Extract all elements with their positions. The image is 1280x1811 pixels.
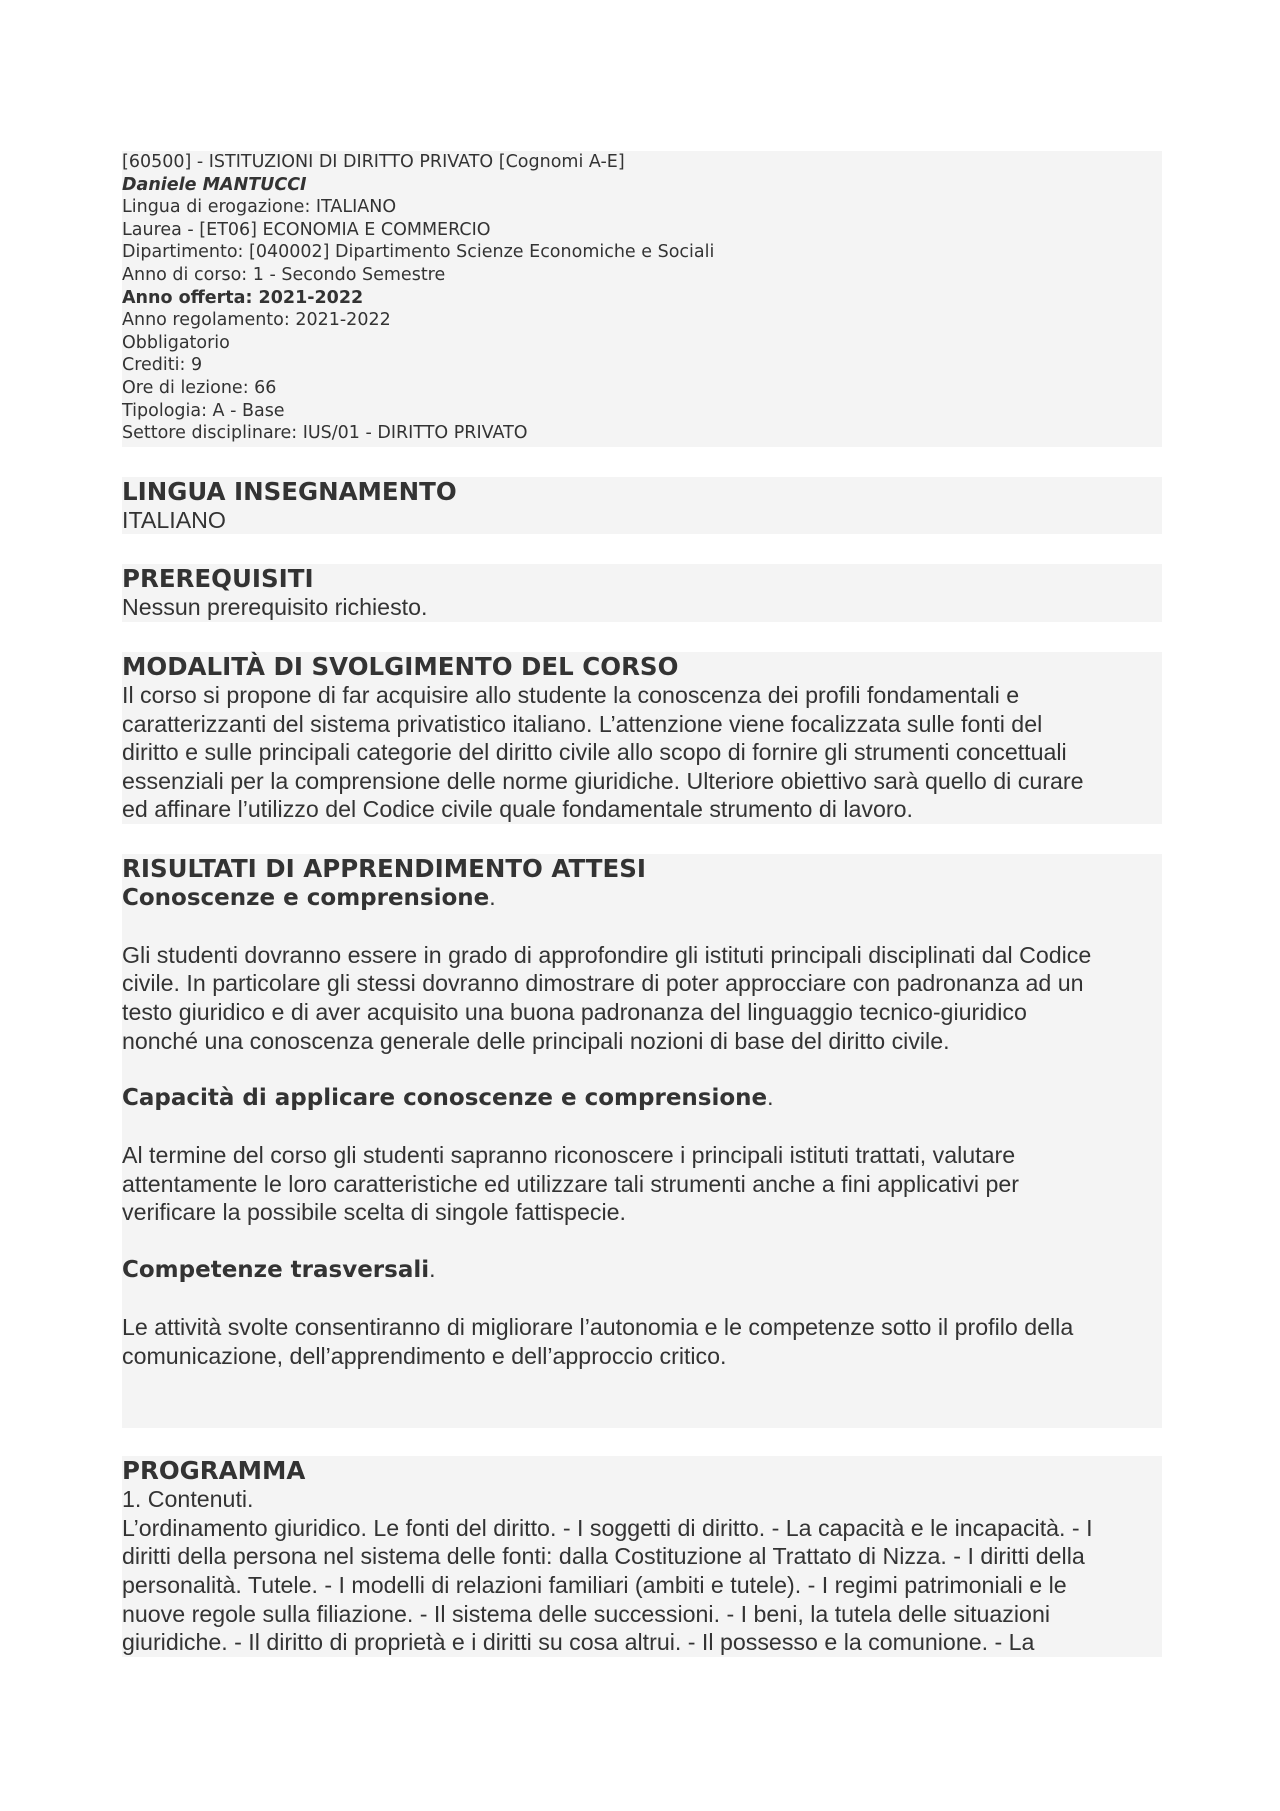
subsection-title-dot: . [429,1256,436,1283]
anno-regolamento: Anno regolamento: 2021-2022 [122,310,391,331]
section-title: MODALITÀ DI SVOLGIMENTO DEL CORSO [122,651,679,681]
section-programma [122,1456,1162,1657]
section-lingua [122,477,1162,535]
text-line: nonché una conoscenza generale delle principali nozioni di base del diritto civile. [122,1027,950,1054]
text-line: diritto e sulle principali categorie del diritto civile allo scopo di fornire gli strumenti concettuali [122,739,1067,766]
subsection-title [122,1255,1162,1285]
section-title: PROGRAMMA [122,1456,306,1486]
subsection-title [122,883,1162,913]
text-line: personalità. Tutele. - I modelli di relazioni familiari (ambiti e tutele). - I regimi patrimoniali e le [122,1572,1067,1598]
laurea: Laurea - [ET06] ECONOMIA E COMMERCIO [122,219,491,240]
course-code-title: [60500] - ISTITUZIONI DI DIRITTO PRIVATO [Cognomi A-E] [122,152,625,172]
section-body: ITALIANO [122,506,226,533]
section-risultati [122,854,1162,1428]
section-body: Nessun prerequisito richiesto. [122,594,428,621]
section-title: RISULTATI DI APPRENDIMENTO ATTESI [122,853,646,883]
text-line: comunicazione, dell’apprendimento e dell’approccio critico. [122,1342,727,1369]
subsection-title-text: Conoscenze e comprensione [122,884,490,911]
document-page [122,151,1162,1687]
text-line: attentamente le loro caratteristiche ed utilizzare tali strumenti anche a fini applicativi per [122,1170,1020,1197]
crediti: Crediti: 9 [122,355,203,376]
text-line: Il corso si propone di far acquisire allo studente la conoscenza dei profili fondamentali e [122,681,1020,708]
subsection-title-text: Competenze trasversali [122,1257,430,1284]
text-line: giuridiche. - Il diritto di proprietà e i diritti su cosa altrui. - Il possesso e la comunione. - La [122,1629,1035,1656]
dipartimento: Dipartimento: [040002] Dipartimento Scienze Economiche e Sociali [122,242,715,263]
text-line: verificare la possibile scelta di singole fattispecie. [122,1199,626,1226]
text-line: ed affinare l’utilizzo del Codice civile quale fondamentale strumento di lavoro. [122,796,913,823]
subsection-title-text: Capacità di applicare conoscenze e comprensione [122,1085,768,1112]
text-line: essenziali per la comprensione delle norme giuridiche. Ulteriore obiettivo sarà quello di curare [122,767,1084,794]
text-line: Al termine del corso gli studenti sapranno riconoscere i principali istituti trattati, valutare [122,1142,1016,1169]
text-line: nuove regole sulla filiazione. - Il sistema delle successioni. - I beni, la tutela delle situazioni [122,1600,1050,1627]
teacher-name: Daniele MANTUCCI [122,174,307,195]
text-subhead: 1. Contenuti. [122,1486,254,1513]
obbligatorio: Obbligatorio [122,332,230,353]
course-info-block [122,151,1162,447]
section-title: LINGUA INSEGNAMENTO [122,476,457,506]
settore-disciplinare: Settore disciplinare: IUS/01 - DIRITTO PRIVATO [122,423,528,444]
anno-offerta: Anno offerta: 2021-2022 [122,287,364,308]
section-body [122,1485,1162,1657]
subsection-body [122,1313,1162,1370]
subsection-title [122,1083,1162,1113]
text-line: L’ordinamento giuridico. Le fonti del diritto. - I soggetti di diritto. - La capacità e le incapacità. - I [122,1514,1093,1541]
text-line: civile. In particolare gli stessi dovranno dimostrare di poter approcciare con padronanza ad un [122,970,1084,997]
tipologia: Tipologia: A - Base [122,400,285,421]
section-title: PREREQUISITI [122,564,314,594]
section-body [122,681,1162,824]
subsection-title-dot: . [489,883,496,910]
ore-lezione: Ore di lezione: 66 [122,377,277,398]
text-line: testo giuridico e di aver acquisito una buona padronanza del linguaggio tecnico-giuridico [122,999,1027,1026]
lingua-erogazione: Lingua di erogazione: ITALIANO [122,197,397,218]
text-line: Gli studenti dovranno essere in grado di approfondire gli istituti principali disciplinati dal Codice [122,941,1092,968]
text-line: diritti della persona nel sistema delle fonti: dalla Costituzione al Trattato di Nizza. - I diritti della [122,1543,1085,1570]
section-prerequisiti [122,564,1162,622]
text-line: Le attività svolte consentiranno di migliorare l’autonomia e le competenze sotto il profilo della [122,1314,1074,1341]
subsection-body [122,941,1162,1055]
anno-corso: Anno di corso: 1 - Secondo Semestre [122,264,446,285]
text-line: caratterizzanti del sistema privatistico italiano. L’attenzione viene focalizzata sulle fonti del [122,710,1043,737]
subsection-title-dot: . [767,1084,774,1111]
section-modalita [122,652,1162,824]
subsection-body [122,1141,1162,1227]
